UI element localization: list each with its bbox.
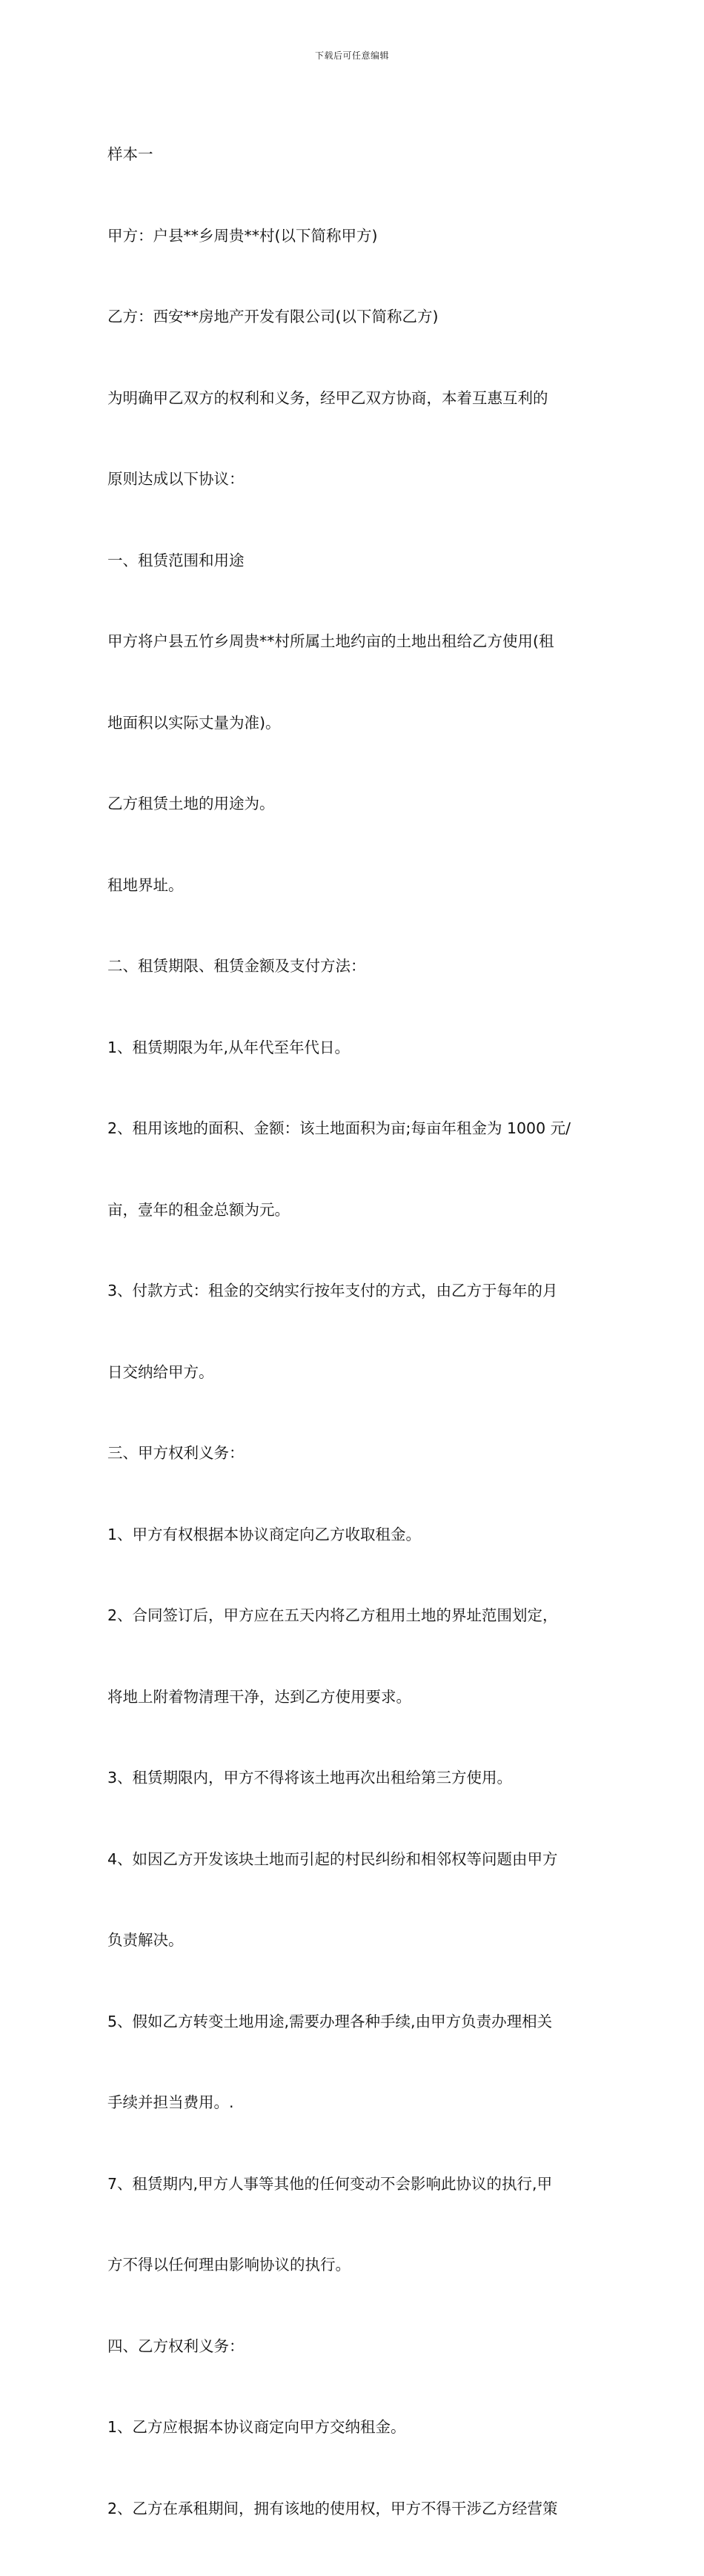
doc-line: 5、假如乙方转变土地用途,需要办理各种手续,由甲方负责办理相关 [107, 2012, 553, 2030]
doc-line: 3、租赁期限内，甲方不得将该土地再次出租给第三方使用。 [107, 1769, 513, 1787]
doc-line: 亩，壹年的租金总额为元。 [107, 1200, 290, 1219]
doc-line: 原则达成以下协议： [107, 470, 245, 488]
doc-line: 1、乙方应根据本协议商定向甲方交纳租金。 [107, 2418, 406, 2436]
doc-line: 样本一 [107, 145, 153, 163]
doc-line: 3、付款方式：租金的交纳实行按年支付的方式，由乙方于每年的月 [107, 1282, 558, 1299]
doc-line: 甲方将户县五竹乡周贵**村所属土地约亩的土地出租给乙方使用(租 [107, 632, 554, 650]
doc-line: 1、甲方有权根据本协议商定向乙方收取租金。 [107, 1525, 422, 1543]
doc-line: 4、如因乙方开发该块土地而引起的村民纠纷和相邻权等问题由甲方 [107, 1850, 558, 1868]
doc-line: 地面积以实际丈量为准)。 [107, 713, 281, 732]
doc-line: 2、乙方在承租期间，拥有该地的使用权，甲方不得干涉乙方经营策 [107, 2499, 558, 2517]
doc-line: 甲方：户县**乡周贵**村(以下简称甲方) [107, 226, 378, 245]
page-header: 下载后可任意编辑 [314, 50, 389, 61]
doc-line: 1、租赁期限为年,从年代至年代日。 [107, 1038, 351, 1056]
doc-line: 7、租赁期内,甲方人事等其他的任何变动不会影响此协议的执行,甲 [107, 2174, 553, 2193]
doc-line: 租地界址。 [107, 875, 184, 894]
doc-line: 将地上附着物清理干净，达到乙方使用要求。 [107, 1687, 411, 1706]
doc-line: 三、甲方权利义务： [107, 1444, 245, 1462]
doc-line: 二、租赁期限、租赁金额及支付方法： [107, 957, 366, 975]
doc-line: 乙方：西安**房地产开发有限公司(以下简称乙方) [107, 308, 439, 325]
doc-line: 为明确甲乙双方的权利和义务，经甲乙双方协商，本着互惠互利的 [107, 388, 548, 407]
doc-line: 方不得以任何理由影响协议的执行。 [107, 2256, 351, 2274]
doc-line: 2、租用该地的面积、金额：该土地面积为亩;每亩年租金为 1000 元/ [107, 1119, 571, 1137]
doc-line: 四、乙方权利义务： [107, 2337, 245, 2355]
doc-line: 2、合同签订后，甲方应在五天内将乙方租用土地的界址范围划定， [107, 1606, 558, 1624]
doc-line: 一、租赁范围和用途 [107, 551, 245, 569]
document-body [107, 87, 604, 2576]
doc-line: 手续并担当费用。. [107, 2093, 234, 2111]
doc-line: 乙方租赁土地的用途为。 [107, 795, 275, 812]
doc-line: 负责解决。 [107, 1931, 184, 1949]
doc-line: 日交纳给甲方。 [107, 1363, 214, 1381]
